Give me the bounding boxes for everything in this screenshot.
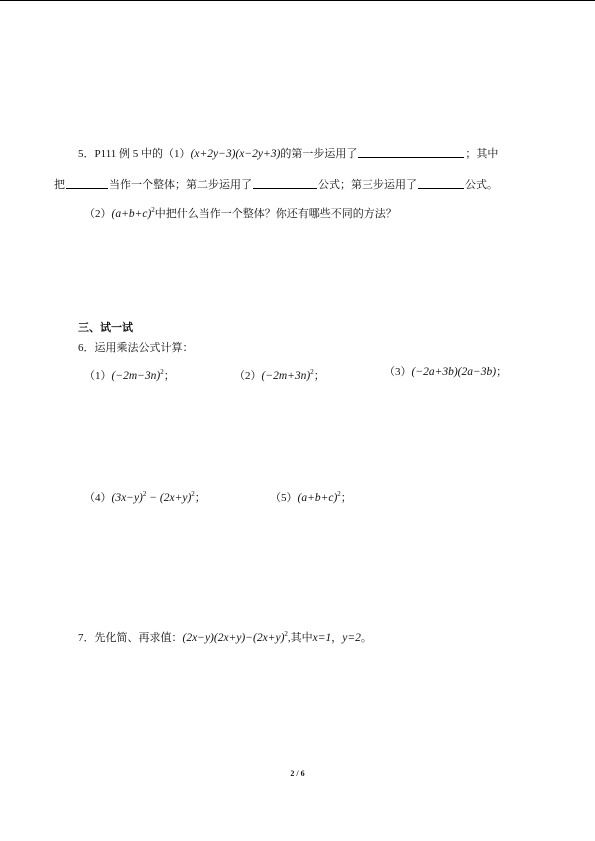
answer-blank-4[interactable] bbox=[418, 178, 464, 189]
q5-2-expr: $(a+b+c)^2$ bbox=[111, 206, 155, 220]
q7-cond-x: x=1 bbox=[312, 631, 332, 644]
q7-line: 7．先化简、再求值：$(2x-y)(2x+y)-(2x+y)^2$,其中x=1，y=2。 bbox=[78, 630, 372, 644]
q6-title: 6．运用乘法公式计算： bbox=[78, 342, 194, 354]
q7-expr: $(2x-y)(2x+y)-(2x+y)^2$ bbox=[182, 630, 288, 644]
page-number: 2 / 6 bbox=[290, 769, 305, 778]
q5-line2-part-a: 当作一个整体；第二步运用了 bbox=[109, 179, 252, 191]
q5-line2-part-c: 公式。 bbox=[465, 179, 498, 191]
q6-item-4-expr: $(3x-y)^2 - (2x+y)^2$ bbox=[111, 490, 195, 504]
q6-item-1-expr: $(-2m-3n)^2$ bbox=[111, 368, 164, 382]
q6-item-5: $(5)(a+b+c)^2$； bbox=[270, 490, 352, 504]
q5-line1 bbox=[78, 147, 498, 161]
answer-blank-3[interactable] bbox=[253, 178, 317, 189]
answer-blank-2[interactable] bbox=[66, 178, 108, 189]
q5-suffix: ；其中 bbox=[465, 148, 499, 160]
q5-mid: 的第一步运用了 bbox=[280, 148, 358, 160]
q5-2-label: （2） bbox=[84, 207, 112, 220]
q7-mid: ,其中 bbox=[287, 631, 313, 644]
q7-cond-y: y=2 bbox=[342, 631, 361, 644]
q5-expr1: (x+2y−3)(x−2y+3) bbox=[190, 148, 281, 160]
q5-line2-prefix: 把 bbox=[54, 179, 65, 191]
q5-line3 bbox=[84, 203, 397, 221]
top-border-rule bbox=[0, 0, 595, 1]
q7-prefix: 7．先化简、再求值： bbox=[78, 631, 183, 644]
q6-item-3-expr: (−2a+3b)(2a−3b) bbox=[411, 366, 497, 378]
q6-item-2: $(2)(-2m+3n)^2$； bbox=[234, 368, 325, 382]
q5-line2 bbox=[54, 178, 498, 192]
q6-item-2-expr: $(-2m+3n)^2$ bbox=[261, 368, 314, 382]
q5-prefix: 5．P111 例 5 中的（1） bbox=[78, 148, 191, 160]
q6-item-4: $(4)(3x-y)^2 - (2x+y)^2$； bbox=[84, 490, 206, 504]
answer-blank-1[interactable] bbox=[358, 147, 464, 158]
q6-item-5-expr: $(a+b+c)^2$ bbox=[297, 490, 341, 504]
section-title: 三、试一试 bbox=[78, 322, 133, 334]
q5-line2-part-b: 公式；第三步运用了 bbox=[318, 179, 417, 191]
q6-item-1: $(1)(-2m-3n)^2$； bbox=[84, 368, 175, 382]
q6-item-3: （3）(−2a+3b)(2a−3b)； bbox=[384, 366, 508, 378]
q5-2-text: 中把什么当作一个整体？你还有哪些不同的方法？ bbox=[154, 207, 397, 220]
